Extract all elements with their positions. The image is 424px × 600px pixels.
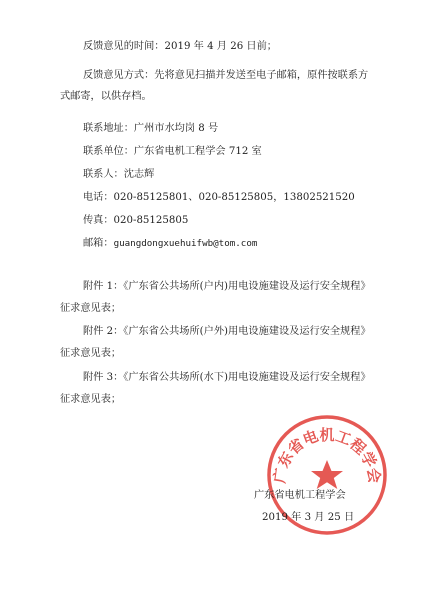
attachment-2-line2: 征求意见表；: [60, 348, 122, 359]
contact-email: [83, 237, 257, 250]
attachment-3-line1: 附件 3：《广东省公共场所(水下)用电设施建设及运行安全规程》: [83, 372, 371, 383]
contact-fax: 传真：020-85125805: [83, 215, 189, 226]
seal-arc-text: 广东省电机工程学会: [270, 426, 384, 485]
feedback-method-line1: 反馈意见方式：先将意见扫描并发送至电子邮箱，原件按联系方: [83, 70, 369, 81]
signature-date: 2019 年 3 月 25 日: [262, 512, 355, 523]
email-value: guangdongxuehuifwb@tom.com: [113, 238, 258, 249]
contact-person: 联系人：沈志辉: [83, 169, 155, 180]
signature-org: 广东省电机工程学会: [254, 490, 346, 501]
attachment-1-line1: 附件 1：《广东省公共场所(户内)用电设施建设及运行安全规程》: [83, 281, 371, 292]
contact-phone: 电话：020-85125801、020-85125805，13802521520: [83, 192, 355, 203]
attachment-3-line2: 征求意见表；: [60, 394, 122, 405]
seal-star: [311, 460, 343, 489]
attachment-2-line1: 附件 2：《广东省公共场所(户外)用电设施建设及运行安全规程》: [83, 326, 371, 337]
contact-address: 联系地址：广州市水均岗 8 号: [83, 123, 219, 134]
feedback-method-line2: 式邮寄，以供存档。: [60, 91, 152, 102]
attachment-1-line2: 征求意见表；: [60, 303, 122, 314]
email-label: 邮箱：: [83, 238, 114, 249]
feedback-time: 反馈意见的时间：2019 年 4 月 26 日前；: [83, 41, 277, 52]
contact-unit: 联系单位：广东省电机工程学会 712 室: [83, 146, 262, 157]
